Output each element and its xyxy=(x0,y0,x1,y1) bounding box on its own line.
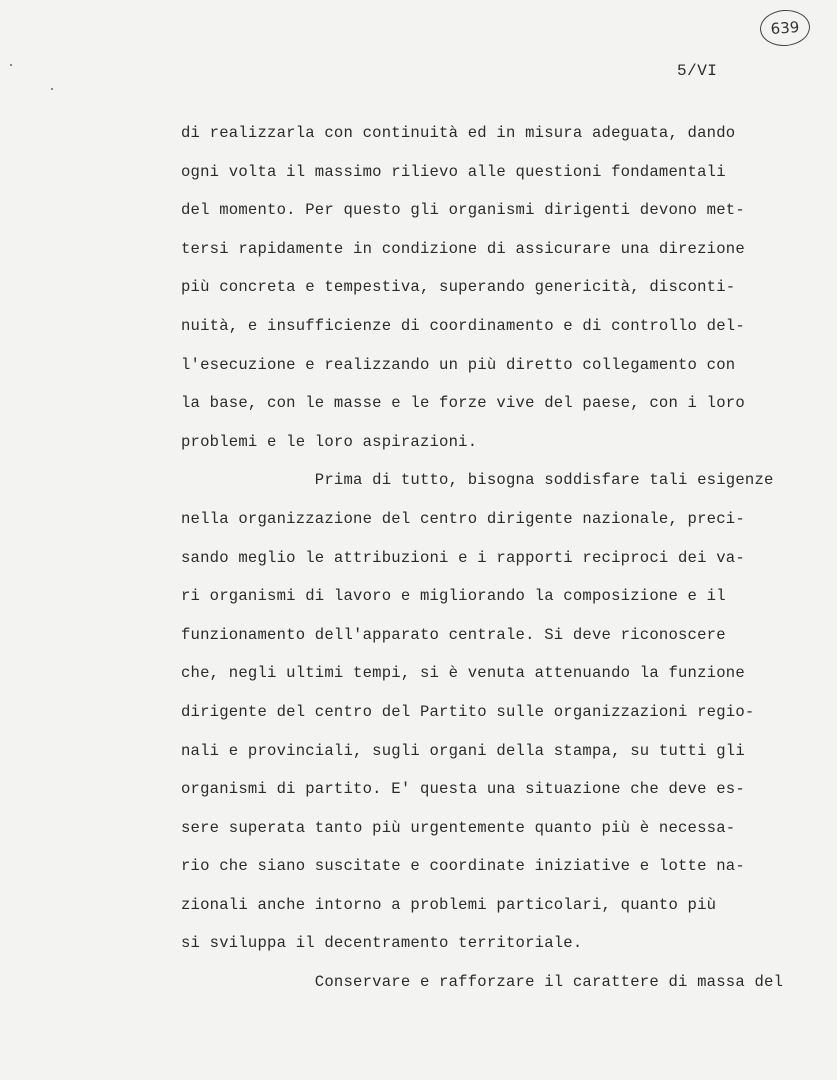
page-number: 5/VI xyxy=(677,62,718,80)
text-line: di realizzarla con continuità ed in misura adeguata, dando xyxy=(181,124,736,142)
text-line: nali e provinciali, sugli organi della stampa, su tutti gli xyxy=(181,741,745,760)
text-line: Conservare e rafforzare il carattere di massa del xyxy=(181,973,784,992)
text-line: ri organismi di lavoro e migliorando la composizione e il xyxy=(181,587,726,606)
text-line: Prima di tutto, bisogna soddisfare tali esigenze xyxy=(181,471,774,490)
archive-stamp: 639 xyxy=(759,8,811,47)
scan-speck xyxy=(51,88,53,90)
text-line: l'esecuzione e realizzando un più diretto collegamento con xyxy=(181,355,736,374)
text-line: sando meglio le attribuzioni e i rapporti reciproci dei va- xyxy=(181,548,745,567)
typed-text-body xyxy=(181,114,784,1002)
text-line: la base, con le masse e le forze vive del paese, con i loro xyxy=(181,394,745,413)
text-line: tersi rapidamente in condizione di assicurare una direzione xyxy=(181,239,745,258)
text-line: problemi e le loro aspirazioni. xyxy=(181,432,478,451)
text-line: del momento. Per questo gli organismi dirigenti devono met- xyxy=(181,201,745,220)
text-line: zionali anche intorno a problemi particolari, quanto più xyxy=(181,895,717,914)
text-line: organismi di partito. E' questa una situazione che deve es- xyxy=(181,780,745,799)
text-line: sere superata tanto più urgentemente quanto più è necessa- xyxy=(181,818,736,837)
text-line: nella organizzazione del centro dirigente nazionale, preci- xyxy=(181,509,745,528)
text-line: che, negli ultimi tempi, si è venuta attenuando la funzione xyxy=(181,664,745,683)
text-line: si sviluppa il decentramento territoriale. xyxy=(181,934,583,953)
text-line: ogni volta il massimo rilievo alle questioni fondamentali xyxy=(181,162,726,181)
scan-speck xyxy=(10,64,12,66)
text-line: più concreta e tempestiva, superando genericità, disconti- xyxy=(181,278,736,297)
text-line: rio che siano suscitate e coordinate iniziative e lotte na- xyxy=(181,857,745,876)
text-line: nuità, e insufficienze di coordinamento e di controllo del- xyxy=(181,316,745,335)
text-line: funzionamento dell'apparato centrale. Si deve riconoscere xyxy=(181,625,726,644)
text-line: dirigente del centro del Partito sulle organizzazioni regio- xyxy=(181,702,755,721)
